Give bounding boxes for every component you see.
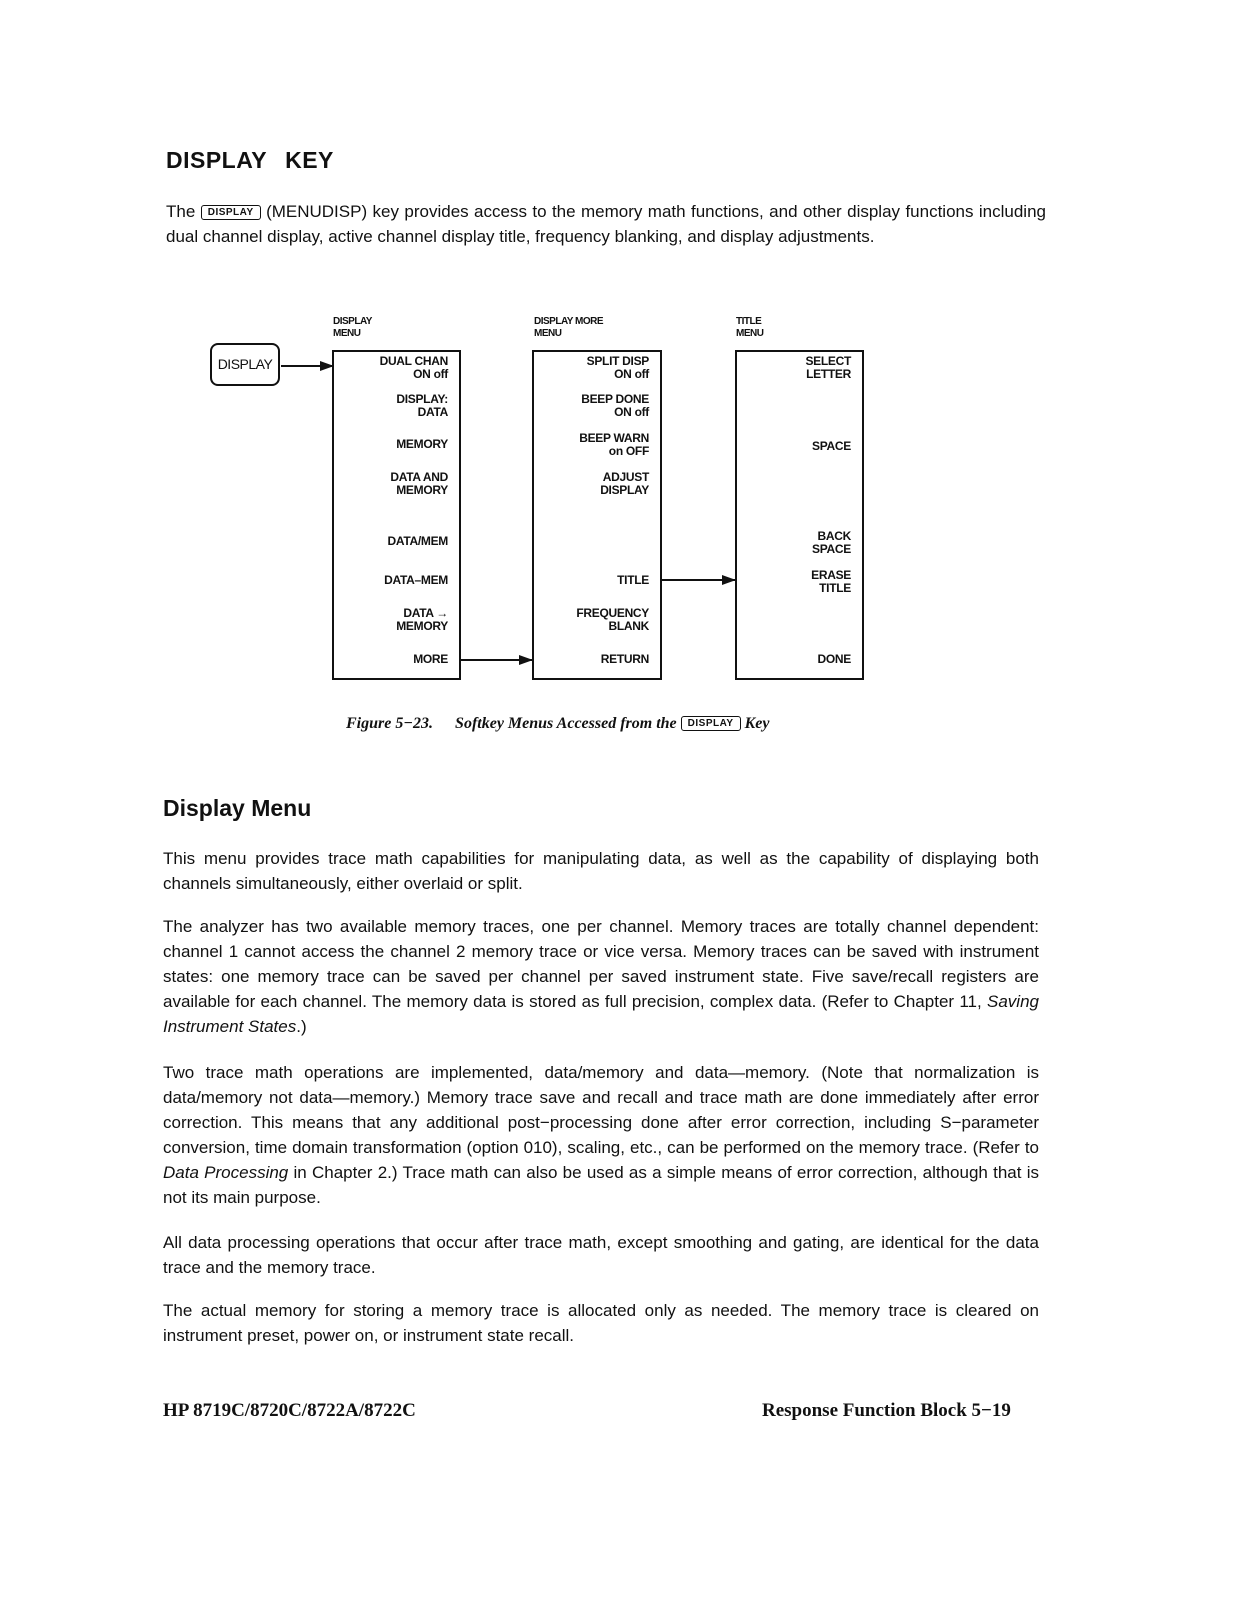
menu-title-line: DISPLAY (333, 316, 372, 327)
caption-text: Softkey Menus Accessed from the (455, 715, 677, 732)
title-menu-title (736, 316, 763, 340)
heading-word-2: KEY (285, 147, 334, 173)
paragraph-3-text: Two trace math operations are implemented, data/memory and data—memory. (Note that normalization is data/memory not data—memory.) Memory trace save and recall and trace math are done immediately after error correction. This means that any additional post−processing done after error correction, including S−parameter conversion, time domain transformation (option 010), scaling, etc., can be performed on the memory trace. (Refer to (163, 1063, 1039, 1157)
softkey-more: MORE (413, 652, 448, 666)
softkey-display-data: DISPLAY: DATA (396, 392, 448, 419)
paragraph-3-end: in Chapter 2.) Trace math can also be used as a simple means of error correction, although that is not its main purpose. (163, 1163, 1039, 1207)
softkey-return: RETURN (600, 652, 649, 666)
intro-prefix: The (166, 202, 196, 221)
paragraph-2-text: The analyzer has two available memory traces, one per channel. Memory traces are totally channel dependent: channel 1 cannot access the channel 2 memory trace or vice versa. Memory traces can be saved with instrument states: one memory trace can be saved per channel per saved instrument state. Five save/recall registers are available for each channel. The memory data is stored as full precision, complex data. (Refer to Chapter 11, (163, 917, 1039, 1011)
display-menu-title (333, 316, 372, 340)
softkey-dual-chan: DUAL CHAN ON off (379, 354, 448, 381)
paragraph-2-italic: Saving Instrument States (163, 992, 1039, 1036)
softkey-data-minus-mem: DATA–MEM (384, 573, 448, 587)
caption-keycap: DISPLAY (681, 716, 741, 731)
heading-word-1: DISPLAY (166, 147, 268, 173)
paragraph-3-italic: Data Processing (163, 1163, 289, 1182)
paragraph-5: The actual memory for storing a memory trace is allocated only as needed. The memory trace is cleared on instrument preset, power on, or instrument state recall. (163, 1301, 1039, 1345)
softkey-data-and-memory: DATA AND MEMORY (390, 470, 448, 497)
title-menu-box (735, 350, 864, 680)
softkey-done: DONE (817, 652, 851, 666)
subsection-heading: Display Menu (163, 795, 312, 821)
softkey-data-to-memory: DATA → MEMORY (396, 606, 448, 633)
menu-title-line: MENU (333, 328, 361, 339)
menu-title-line: MENU (736, 328, 764, 339)
softkey-beep-done: BEEP DONE ON off (581, 392, 649, 419)
menu-title-line: DISPLAY MORE (534, 316, 604, 327)
paragraph-2-end: .) (296, 1017, 307, 1036)
softkey-frequency-blank: FREQUENCY BLANK (576, 606, 649, 633)
intro-text: (MENUDISP) key provides access to the memory math functions, and other display functions including dual channel display, active channel display title, frequency blanking, and display adjustments. (166, 202, 1046, 246)
section-heading (166, 147, 334, 174)
display-more-menu-title (534, 316, 603, 340)
figure-number: Figure 5−23. (346, 715, 434, 732)
softkey-erase-title: ERASE TITLE (811, 568, 851, 595)
softkey-beep-warn: BEEP WARN on OFF (579, 431, 649, 458)
caption-suffix: Key (744, 715, 770, 732)
softkey-back-space: BACK SPACE (812, 529, 851, 556)
softkey-select-letter: SELECT LETTER (805, 354, 851, 381)
softkey-adjust-display: ADJUST DISPLAY (600, 470, 649, 497)
menu-title-line: MENU (534, 328, 562, 339)
paragraph-3 (163, 1060, 1039, 1210)
softkey-data-div-mem: DATA/MEM (387, 534, 448, 548)
softkey-space: SPACE (812, 439, 851, 453)
footer-page-number: Response Function Block 5−19 (762, 1400, 1011, 1421)
paragraph-2 (163, 914, 1039, 1039)
paragraph-4: All data processing operations that occur after trace math, except smoothing and gating, are identical for the data trace and the memory trace. (163, 1233, 1039, 1277)
softkey-split-disp: SPLIT DISP ON off (586, 354, 649, 381)
display-keycap: DISPLAY (201, 205, 261, 220)
softkey-title: TITLE (617, 573, 649, 587)
softkey-memory: MEMORY (396, 437, 448, 451)
menu-title-line: TITLE (736, 316, 762, 327)
display-hardkey: DISPLAY (210, 343, 280, 386)
figure-caption (346, 715, 769, 733)
intro-paragraph (166, 199, 1046, 249)
footer-model: HP 8719C/8720C/8722A/8722C (163, 1400, 416, 1421)
paragraph-1: This menu provides trace math capabilities for manipulating data, as well as the capability of displaying both channels simultaneously, either overlaid or split. (163, 849, 1039, 893)
